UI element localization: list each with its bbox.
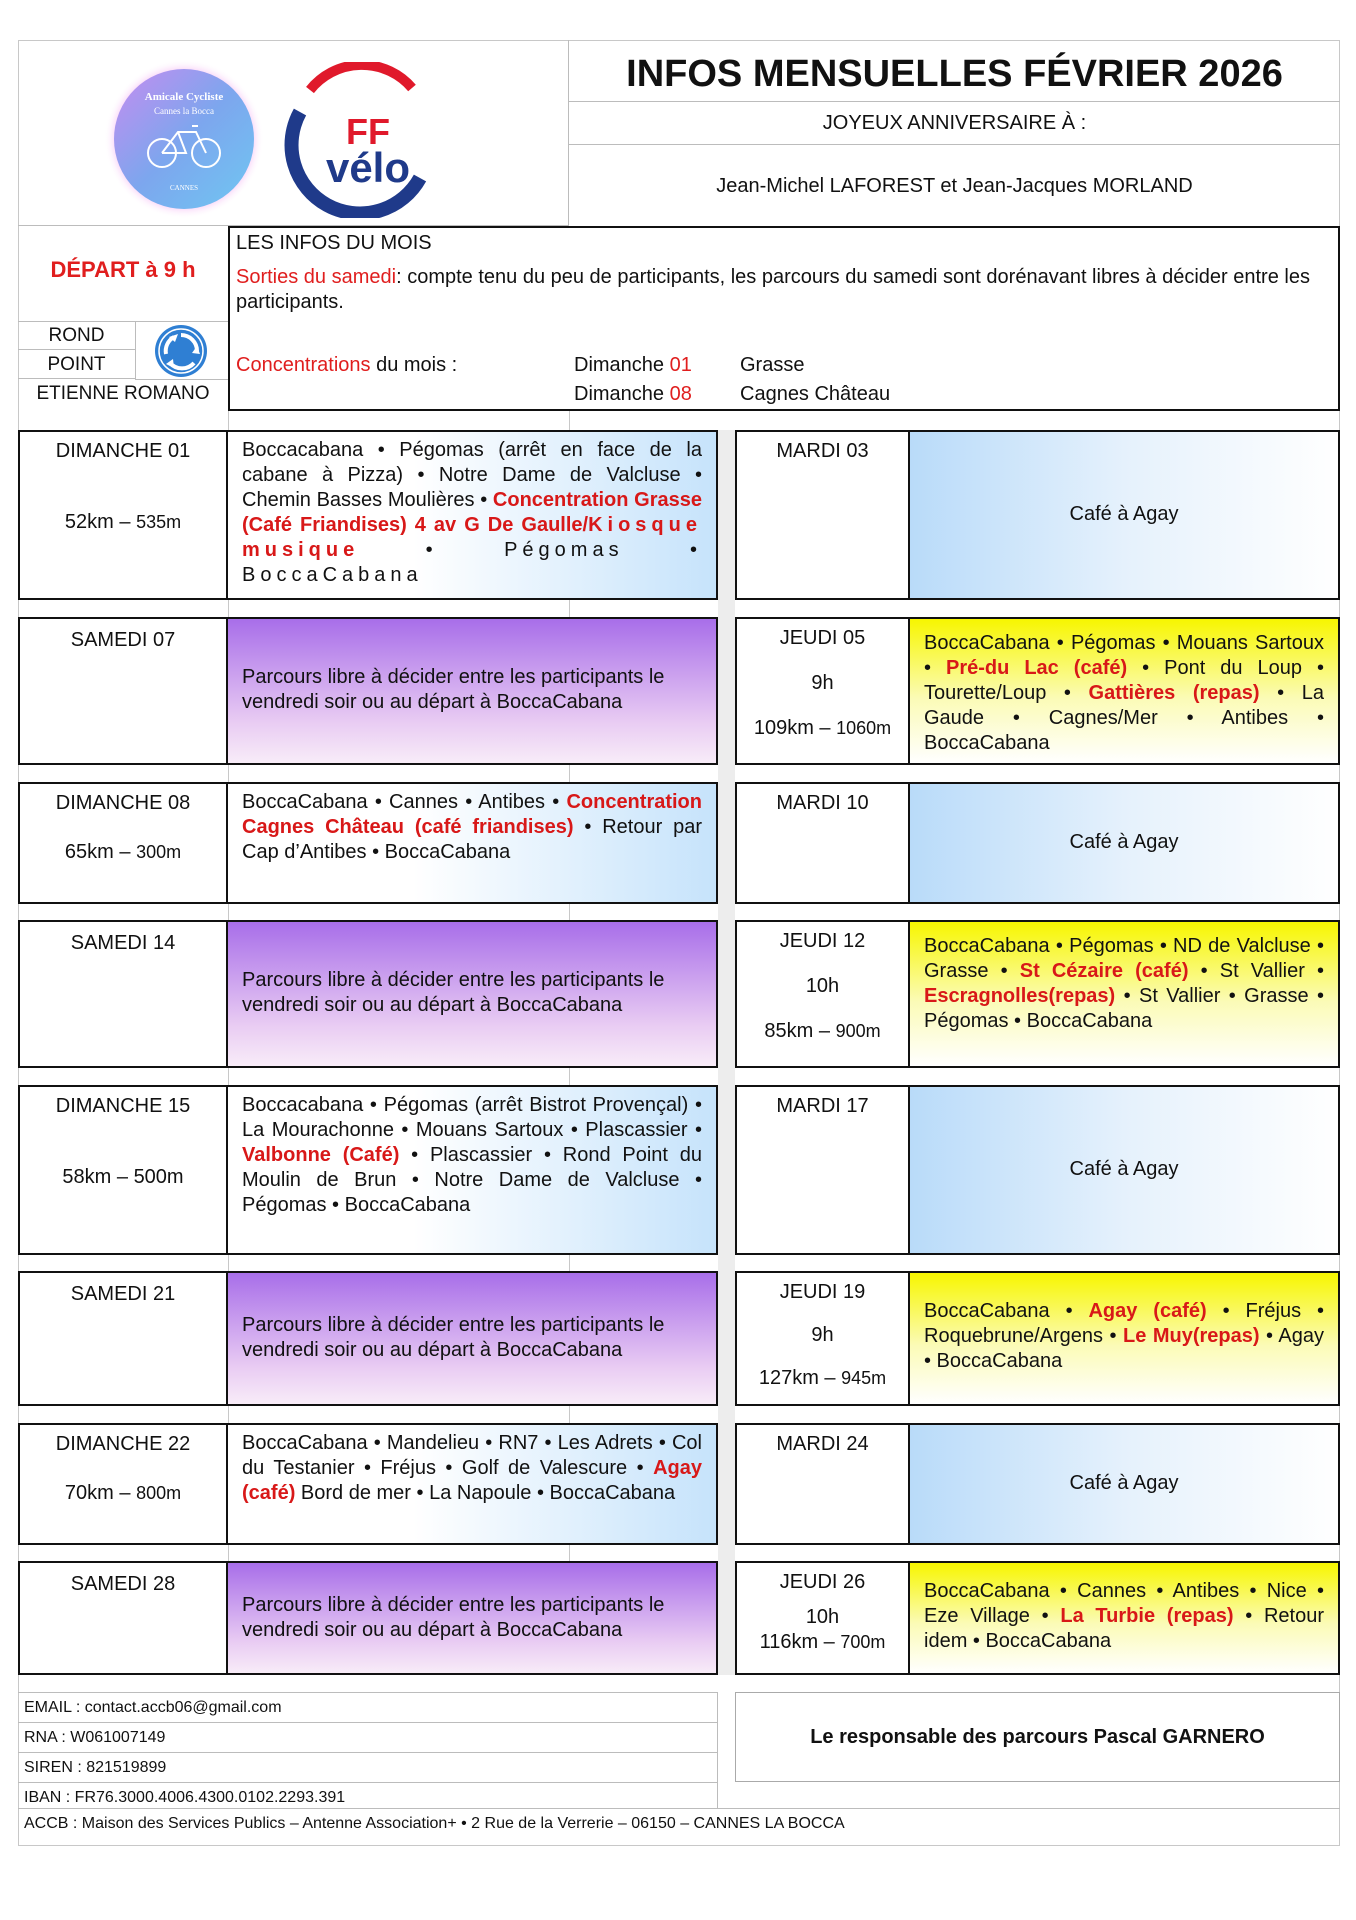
route-text: • Retour idem • BoccaCabana	[924, 1605, 1325, 1652]
weekend-day-label: SAMEDI 21	[70, 1283, 176, 1305]
route-text: Bord de mer • La Napoule • BoccaCabana	[295, 1482, 676, 1504]
weekend-day-cell	[18, 1085, 228, 1255]
weekday-day-label: JEUDI 19	[779, 1281, 866, 1303]
weekday-day-cell	[735, 430, 910, 600]
distance-km: 127km	[758, 1367, 819, 1389]
sunday-route	[228, 782, 718, 904]
weekday-time: 9h	[811, 672, 834, 694]
route-text: BoccaCabana • Cannes • Antibes •	[242, 791, 567, 813]
weekday-day-cell	[735, 1271, 910, 1406]
departure-place-line2: POINT	[18, 351, 135, 379]
club-logo-line1: Amicale Cycliste	[144, 91, 224, 103]
elevation: 1060m	[836, 718, 892, 738]
weekday-day-label: JEUDI 12	[779, 930, 866, 952]
weekday-time: 10h	[805, 975, 840, 997]
weekend-day-label: DIMANCHE 15	[55, 1095, 191, 1117]
route-highlight: Escragnolles(repas)	[924, 985, 1116, 1007]
concentration-1-date	[574, 354, 692, 377]
concentration-1-day: Dimanche	[574, 354, 670, 376]
weekend-day-label: SAMEDI 07	[70, 629, 176, 651]
route-text: • Pont du Loup • Tourette/Loup •	[924, 657, 1324, 704]
weekend-day-label: DIMANCHE 22	[55, 1433, 191, 1455]
saturday-route: Parcours libre à décider entre les participants le vendredi soir ou au départ à BoccaCabana	[228, 1271, 718, 1406]
route-text: • Agay • BoccaCabana	[924, 1325, 1324, 1372]
tuesday-ride: Café à Agay	[910, 430, 1340, 600]
birthday-label: JOYEUX ANNIVERSAIRE À :	[569, 102, 1340, 145]
sunday-route	[228, 430, 718, 600]
route-highlight: La Turbie (repas)	[1060, 1605, 1234, 1627]
weekday-day-cell	[735, 1085, 910, 1255]
route-text: BoccaCabana • Pégomas • ND de Valcluse • Grasse •	[924, 935, 1324, 982]
weekend-day-label: SAMEDI 14	[70, 932, 176, 954]
saturday-route: Parcours libre à décider entre les participants le vendredi soir ou au départ à BoccaCabana	[228, 617, 718, 765]
route-text: • Pégomas • BoccaCabana	[242, 539, 702, 586]
route-highlight: St Cézaire (café)	[1019, 960, 1189, 982]
column-separator	[718, 430, 735, 1675]
tuesday-ride: Café à Agay	[910, 1085, 1340, 1255]
contact-iban: IBAN : FR76.3000.4006.4300.0102.2293.391	[24, 1789, 346, 1806]
route-text: BoccaCabana •	[924, 1300, 1089, 1322]
weekend-distance: 58km – 500m	[62, 1166, 184, 1188]
club-logo-city: CANNES	[169, 184, 199, 192]
route-text: • Plascassier • Rond Point du Moulin de Brun • Notre Dame de Valcluse • Pégomas • BoccaCabana	[242, 1144, 702, 1216]
saturday-info	[236, 265, 1332, 315]
thursday-route	[910, 1271, 1340, 1406]
contact-rna: RNA : W061007149	[18, 1723, 717, 1753]
weekend-day-cell	[18, 1271, 228, 1406]
elevation: 300m	[136, 842, 182, 862]
weekend-day-cell	[18, 782, 228, 904]
distance-km: 85km	[764, 1020, 814, 1042]
route-text: • St Vallier • Grasse • Pégomas • BoccaCabana	[924, 985, 1324, 1032]
weekday-day-cell	[735, 617, 910, 765]
address-line: ACCB : Maison des Services Publics – Antenne Association+ • 2 Rue de la Verrerie – 06150 – CANNES LA BOCCA	[18, 1808, 1340, 1837]
route-text: • Retour par Cap d’Antibes • BoccaCabana	[242, 816, 703, 863]
contact-siren: SIREN : 821519899	[18, 1753, 717, 1783]
weekday-distance: 109km – 1060m	[753, 717, 892, 739]
route-text: • Fréjus • Roquebrune/Argens •	[924, 1300, 1324, 1347]
weekend-day-label: DIMANCHE 08	[55, 792, 191, 814]
weekday-day-label: MARDI 03	[776, 440, 869, 462]
route-highlight: Le Muy(repas)	[1123, 1325, 1260, 1347]
elevation: 945m	[841, 1368, 887, 1388]
route-highlight: Agay (café)	[242, 1457, 702, 1504]
concentrations-label	[236, 354, 457, 377]
route-highlight: Kiosque musique	[242, 514, 702, 561]
weekday-distance: 127km – 945m	[758, 1367, 887, 1389]
monthly-info-title: LES INFOS DU MOIS	[236, 232, 432, 254]
route-highlight: Valbonne (Café)	[242, 1144, 400, 1166]
elevation: 800m	[136, 1483, 182, 1503]
sunday-route	[228, 1085, 718, 1255]
weekend-distance: 52km – 535m	[64, 511, 182, 533]
weekday-day-label: MARDI 17	[776, 1095, 869, 1117]
distance-km: 116km	[759, 1631, 819, 1653]
departure-place-line1: ROND	[18, 322, 135, 350]
weekday-day-cell	[735, 1423, 910, 1545]
weekend-distance: 70km – 800m	[64, 1482, 182, 1504]
elevation: 535m	[136, 512, 182, 532]
tuesday-ride: Café à Agay	[910, 1423, 1340, 1545]
contact-email: EMAIL : contact.accb06@gmail.com	[18, 1693, 717, 1723]
thursday-route	[910, 1561, 1340, 1675]
club-logo-line2: Cannes la Bocca	[154, 106, 214, 116]
route-highlight: Gattières (repas)	[1088, 682, 1260, 704]
distance-km: 109km	[753, 717, 814, 739]
weekday-distance: 85km – 900m	[764, 1020, 881, 1042]
elevation: 900m	[835, 1021, 881, 1041]
concentration-1-num: 01	[669, 354, 692, 376]
concentration-1-place: Grasse	[740, 354, 805, 376]
ffvelo-logo	[280, 62, 436, 218]
departure-place-line3: ETIENNE ROMANO	[36, 383, 210, 404]
tuesday-ride: Café à Agay	[910, 782, 1340, 904]
weekend-day-label: DIMANCHE 01	[55, 440, 191, 462]
route-highlight: Concentration Cagnes Château (café friandises)	[242, 791, 702, 838]
route-text: BoccaCabana • Pégomas • Mouans Sartoux •	[924, 632, 1324, 679]
weekend-day-label: SAMEDI 28	[70, 1573, 176, 1595]
concentration-2-num: 08	[669, 383, 692, 405]
weekend-day-cell	[18, 1423, 228, 1545]
ffvelo-logo-top: FF	[346, 111, 390, 152]
elevation: 500m	[133, 1166, 184, 1188]
distance-km: 70km	[64, 1482, 114, 1504]
route-text: BoccaCabana • Mandelieu • RN7 • Les Adrets • Col du Testanier • Fréjus • Golf de Valescure •	[242, 1432, 702, 1479]
roundabout-cell	[135, 322, 228, 380]
distance-km: 58km	[62, 1166, 112, 1188]
route-text: Boccacabana • Pégomas (arrêt Bistrot Provençal) • La Mourachonne • Mouans Sartoux • Plascassier •	[242, 1094, 702, 1141]
roundabout-icon	[154, 324, 208, 378]
weekday-time: 9h	[811, 1324, 834, 1346]
concentrations-label-word: Concentrations	[236, 354, 371, 376]
monthly-info-box	[228, 226, 1340, 411]
weekend-day-cell	[18, 920, 228, 1068]
club-logo	[88, 58, 280, 220]
route-manager: Le responsable des parcours Pascal GARNERO	[735, 1692, 1340, 1782]
weekend-day-cell	[18, 430, 228, 600]
distance-km: 52km	[64, 511, 114, 533]
birthday-names: Jean-Michel LAFOREST et Jean-Jacques MORLAND	[716, 175, 1193, 197]
weekday-day-label: JEUDI 26	[779, 1571, 866, 1593]
route-highlight: Agay (café)	[1088, 1300, 1207, 1322]
weekday-day-cell	[735, 1561, 910, 1675]
route-text: Boccacabana • Pégomas (arrêt en face de la cabane à Pizza) • Notre Dame de Valcluse • Chemin Basses Moulières •	[242, 439, 702, 511]
weekday-day-label: MARDI 10	[776, 792, 869, 814]
elevation: 700m	[840, 1632, 886, 1652]
logo-area	[18, 40, 569, 226]
distance-km: 65km	[64, 841, 114, 863]
saturday-info-label: Sorties du samedi	[236, 266, 397, 288]
concentration-2-day: Dimanche	[574, 383, 670, 405]
concentration-2-date	[574, 383, 692, 406]
thursday-route	[910, 920, 1340, 1068]
route-highlight: Pré-du Lac (café)	[946, 657, 1128, 679]
weekend-day-cell	[18, 1561, 228, 1675]
route-highlight: Concentration Grasse (Café Friandises) 4 av G De Gaulle/	[242, 489, 702, 536]
weekend-day-cell	[18, 617, 228, 765]
weekday-day-cell	[735, 920, 910, 1068]
weekday-day-label: MARDI 24	[776, 1433, 869, 1455]
saturday-route: Parcours libre à décider entre les participants le vendredi soir ou au départ à BoccaCabana	[228, 920, 718, 1068]
sunday-route	[228, 1423, 718, 1545]
weekend-distance: 65km – 300m	[64, 841, 182, 863]
concentrations-label-suffix: du mois :	[370, 354, 458, 376]
weekday-day-cell	[735, 782, 910, 904]
route-text: • St Vallier •	[1188, 960, 1325, 982]
thursday-route	[910, 617, 1340, 765]
page-title: INFOS MENSUELLES FÉVRIER 2026	[569, 40, 1340, 102]
weekday-distance: 116km – 700m	[759, 1631, 886, 1653]
weekday-day-label: JEUDI 05	[779, 627, 866, 649]
ffvelo-logo-bottom: vélo	[325, 144, 411, 191]
route-text: • La Gaude • Cagnes/Mer • Antibes • BoccaCabana	[924, 682, 1324, 754]
contact-block	[18, 1692, 718, 1808]
route-text: BoccaCabana • Cannes • Antibes • Nice • Eze Village •	[924, 1580, 1324, 1627]
saturday-info-text: : compte tenu du peu de participants, les parcours du samedi sont dorénavant libres à décider entre les participants.	[236, 266, 1310, 313]
concentration-2-place: Cagnes Château	[740, 383, 891, 405]
departure-time: DÉPART à 9 h	[18, 226, 228, 322]
weekday-time: 10h	[805, 1606, 840, 1628]
saturday-route: Parcours libre à décider entre les participants le vendredi soir ou au départ à BoccaCabana	[228, 1561, 718, 1675]
